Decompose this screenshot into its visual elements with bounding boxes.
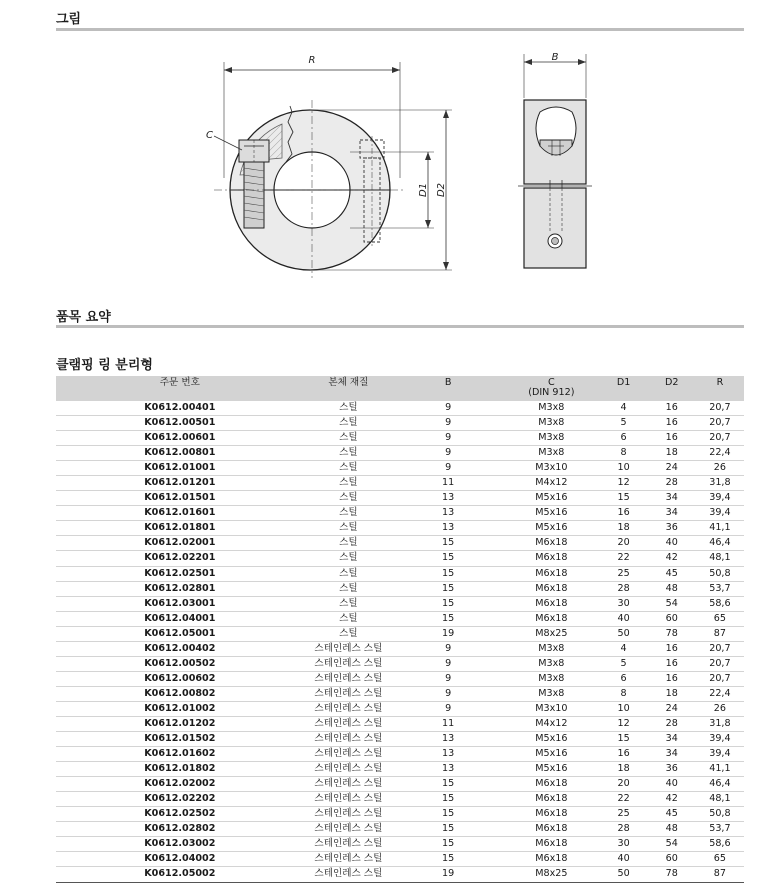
cell-material: 스틸 [304, 611, 393, 626]
cell-R: 26 [696, 701, 744, 716]
cell-D1: 30 [600, 837, 648, 852]
table-row [56, 551, 744, 566]
cell-D1: 12 [600, 716, 648, 731]
cell-B: 9 [393, 641, 503, 656]
cell-D2: 16 [648, 401, 696, 416]
cell-R: 39,4 [696, 506, 744, 521]
cell-R: 20,7 [696, 656, 744, 671]
cell-R: 65 [696, 611, 744, 626]
cell-C: M3x10 [503, 701, 599, 716]
cell-D1: 5 [600, 416, 648, 431]
cell-D2: 34 [648, 747, 696, 762]
table-row [56, 566, 744, 581]
cell-material: 스테인레스 스틸 [304, 747, 393, 762]
cell-C: M6x18 [503, 822, 599, 837]
cell-R: 48,1 [696, 792, 744, 807]
cell-D1: 25 [600, 566, 648, 581]
cell-material: 스테인레스 스틸 [304, 656, 393, 671]
cell-C: M5x16 [503, 491, 599, 506]
cell-material: 스틸 [304, 491, 393, 506]
cell-material: 스테인레스 스틸 [304, 852, 393, 867]
table-row [56, 446, 744, 461]
cell-D1: 10 [600, 461, 648, 476]
cell-C: M3x8 [503, 446, 599, 461]
cell-R: 87 [696, 626, 744, 641]
cell-C: M6x18 [503, 596, 599, 611]
summary-section-rule [56, 325, 744, 328]
col-header-R: R [696, 376, 744, 401]
cell-order-number: K0612.01202 [56, 716, 304, 731]
cell-R: 53,7 [696, 822, 744, 837]
technical-drawing [200, 50, 620, 280]
cell-order-number: K0612.01201 [56, 476, 304, 491]
cell-R: 65 [696, 852, 744, 867]
cell-D2: 16 [648, 671, 696, 686]
cell-D2: 54 [648, 837, 696, 852]
table-row [56, 521, 744, 536]
cell-D1: 4 [600, 401, 648, 416]
cell-D2: 34 [648, 732, 696, 747]
cell-material: 스테인레스 스틸 [304, 762, 393, 777]
cell-order-number: K0612.01801 [56, 521, 304, 536]
cell-order-number: K0612.02001 [56, 536, 304, 551]
cell-D1: 28 [600, 581, 648, 596]
cell-order-number: K0612.00501 [56, 416, 304, 431]
col-header-material: 본체 재질 [304, 376, 393, 401]
table-row [56, 686, 744, 701]
cell-material: 스테인레스 스틸 [304, 716, 393, 731]
cell-D1: 6 [600, 431, 648, 446]
cell-D1: 28 [600, 822, 648, 837]
cell-B: 9 [393, 401, 503, 416]
cell-D2: 18 [648, 686, 696, 701]
cell-material: 스테인레스 스틸 [304, 822, 393, 837]
cell-B: 15 [393, 777, 503, 792]
cell-R: 50,8 [696, 807, 744, 822]
cell-D1: 40 [600, 611, 648, 626]
cell-material: 스테인레스 스틸 [304, 867, 393, 882]
cell-C: M3x8 [503, 671, 599, 686]
cell-order-number: K0612.01802 [56, 762, 304, 777]
cell-B: 9 [393, 701, 503, 716]
cell-D2: 45 [648, 807, 696, 822]
table-section-title: 클램핑 링 분리형 [56, 358, 153, 373]
cell-C: M3x8 [503, 431, 599, 446]
cell-R: 22,4 [696, 686, 744, 701]
cell-B: 9 [393, 671, 503, 686]
cell-D1: 20 [600, 777, 648, 792]
cell-C: M3x8 [503, 416, 599, 431]
cell-material: 스테인레스 스틸 [304, 837, 393, 852]
front-view [206, 55, 452, 278]
table-row [56, 626, 744, 641]
cell-D2: 18 [648, 446, 696, 461]
dim-label-C: C [206, 130, 213, 141]
cell-B: 9 [393, 686, 503, 701]
cell-B: 11 [393, 716, 503, 731]
cell-material: 스틸 [304, 581, 393, 596]
cell-R: 39,4 [696, 747, 744, 762]
cell-material: 스테인레스 스틸 [304, 792, 393, 807]
cell-B: 15 [393, 822, 503, 837]
cell-D1: 18 [600, 521, 648, 536]
dim-label-R: R [308, 55, 316, 66]
summary-section-title: 품목 요약 [56, 310, 111, 325]
cell-C: M6x18 [503, 551, 599, 566]
cell-material: 스틸 [304, 431, 393, 446]
cell-order-number: K0612.01002 [56, 701, 304, 716]
cell-material: 스테인레스 스틸 [304, 686, 393, 701]
cell-B: 13 [393, 762, 503, 777]
cell-B: 15 [393, 566, 503, 581]
cell-D1: 30 [600, 596, 648, 611]
cell-B: 13 [393, 506, 503, 521]
table-row [56, 461, 744, 476]
table-row [56, 807, 744, 822]
table-header-row [56, 376, 744, 401]
cell-R: 41,1 [696, 762, 744, 777]
col-header-C-sub: (DIN 912) [528, 387, 575, 398]
cell-R: 20,7 [696, 671, 744, 686]
cell-material: 스틸 [304, 446, 393, 461]
cell-order-number: K0612.01601 [56, 506, 304, 521]
table-row [56, 641, 744, 656]
cell-D2: 78 [648, 626, 696, 641]
cell-B: 9 [393, 431, 503, 446]
cell-D1: 8 [600, 686, 648, 701]
cell-B: 19 [393, 867, 503, 882]
cell-C: M6x18 [503, 566, 599, 581]
col-header-C-label: C [547, 377, 555, 388]
cell-C: M6x18 [503, 852, 599, 867]
cell-material: 스틸 [304, 476, 393, 491]
dim-label-D2: D2 [436, 182, 447, 198]
cell-D1: 6 [600, 671, 648, 686]
cell-R: 41,1 [696, 521, 744, 536]
cell-D2: 48 [648, 822, 696, 837]
cell-order-number: K0612.02802 [56, 822, 304, 837]
cell-material: 스틸 [304, 551, 393, 566]
cell-material: 스테인레스 스틸 [304, 701, 393, 716]
cell-D1: 22 [600, 551, 648, 566]
cell-C: M5x16 [503, 762, 599, 777]
cell-D1: 15 [600, 491, 648, 506]
cell-order-number: K0612.02201 [56, 551, 304, 566]
cell-order-number: K0612.02002 [56, 777, 304, 792]
cell-D2: 40 [648, 777, 696, 792]
cell-material: 스틸 [304, 566, 393, 581]
cell-material: 스테인레스 스틸 [304, 807, 393, 822]
cell-D1: 8 [600, 446, 648, 461]
table-row [56, 747, 744, 762]
cell-order-number: K0612.00602 [56, 671, 304, 686]
table-row [56, 491, 744, 506]
cell-D2: 16 [648, 641, 696, 656]
cell-material: 스틸 [304, 401, 393, 416]
cell-B: 13 [393, 732, 503, 747]
cell-R: 58,6 [696, 596, 744, 611]
cell-order-number: K0612.03001 [56, 596, 304, 611]
cell-B: 15 [393, 611, 503, 626]
side-view [518, 52, 592, 268]
cell-C: M3x8 [503, 641, 599, 656]
table-row [56, 671, 744, 686]
cell-order-number: K0612.00601 [56, 431, 304, 446]
col-header-B: B [393, 376, 503, 401]
cell-C: M6x18 [503, 837, 599, 852]
cell-R: 39,4 [696, 732, 744, 747]
cell-D2: 34 [648, 506, 696, 521]
table-row [56, 506, 744, 521]
table-row [56, 837, 744, 852]
cell-D2: 24 [648, 701, 696, 716]
col-header-D2: D2 [648, 376, 696, 401]
cell-C: M5x16 [503, 747, 599, 762]
col-header-order: 주문 번호 [56, 376, 304, 401]
cell-C: M3x10 [503, 461, 599, 476]
table-row [56, 732, 744, 747]
cell-C: M5x16 [503, 732, 599, 747]
table-row [56, 656, 744, 671]
cell-order-number: K0612.03002 [56, 837, 304, 852]
figure-section-title: 그림 [56, 12, 82, 27]
table-body [56, 401, 744, 882]
cell-R: 46,4 [696, 777, 744, 792]
cell-order-number: K0612.02202 [56, 792, 304, 807]
cell-B: 9 [393, 461, 503, 476]
cell-R: 26 [696, 461, 744, 476]
table-row [56, 401, 744, 416]
cell-C: M5x16 [503, 506, 599, 521]
table-row [56, 581, 744, 596]
cell-order-number: K0612.01001 [56, 461, 304, 476]
cell-R: 31,8 [696, 716, 744, 731]
cell-C: M3x8 [503, 401, 599, 416]
cell-C: M6x18 [503, 792, 599, 807]
cell-material: 스테인레스 스틸 [304, 777, 393, 792]
cell-material: 스틸 [304, 521, 393, 536]
table-row [56, 852, 744, 867]
cell-D2: 45 [648, 566, 696, 581]
cell-C: M6x18 [503, 807, 599, 822]
cell-material: 스테인레스 스틸 [304, 671, 393, 686]
table-row [56, 596, 744, 611]
cell-R: 48,1 [696, 551, 744, 566]
cell-order-number: K0612.00801 [56, 446, 304, 461]
cell-B: 15 [393, 837, 503, 852]
cell-C: M6x18 [503, 581, 599, 596]
table-row [56, 777, 744, 792]
cell-order-number: K0612.00802 [56, 686, 304, 701]
cell-D1: 50 [600, 626, 648, 641]
cell-order-number: K0612.00502 [56, 656, 304, 671]
col-header-D1: D1 [600, 376, 648, 401]
cell-D2: 40 [648, 536, 696, 551]
cell-D2: 28 [648, 476, 696, 491]
cell-B: 13 [393, 491, 503, 506]
cell-D2: 60 [648, 852, 696, 867]
cell-C: M6x18 [503, 611, 599, 626]
cell-B: 11 [393, 476, 503, 491]
cell-B: 13 [393, 747, 503, 762]
cell-C: M6x18 [503, 777, 599, 792]
cell-R: 87 [696, 867, 744, 882]
cell-B: 15 [393, 536, 503, 551]
cell-material: 스틸 [304, 416, 393, 431]
cell-D1: 10 [600, 701, 648, 716]
cell-D1: 20 [600, 536, 648, 551]
cell-D1: 16 [600, 747, 648, 762]
cell-D2: 48 [648, 581, 696, 596]
cell-R: 58,6 [696, 837, 744, 852]
table-row [56, 867, 744, 882]
cell-order-number: K0612.01502 [56, 732, 304, 747]
cell-R: 20,7 [696, 431, 744, 446]
cell-order-number: K0612.04001 [56, 611, 304, 626]
table-row [56, 431, 744, 446]
cell-C: M6x18 [503, 536, 599, 551]
cell-C: M3x8 [503, 686, 599, 701]
cell-order-number: K0612.01501 [56, 491, 304, 506]
cell-D2: 42 [648, 792, 696, 807]
cell-R: 22,4 [696, 446, 744, 461]
table-row [56, 536, 744, 551]
cell-order-number: K0612.02501 [56, 566, 304, 581]
cell-R: 39,4 [696, 491, 744, 506]
cell-D1: 22 [600, 792, 648, 807]
cell-B: 9 [393, 416, 503, 431]
cell-B: 15 [393, 596, 503, 611]
cell-D2: 54 [648, 596, 696, 611]
cell-C: M8x25 [503, 626, 599, 641]
table-row [56, 792, 744, 807]
table-row [56, 762, 744, 777]
cell-material: 스틸 [304, 461, 393, 476]
cell-material: 스틸 [304, 506, 393, 521]
cell-D1: 5 [600, 656, 648, 671]
dim-label-D1: D1 [418, 182, 429, 198]
table-row [56, 701, 744, 716]
cell-order-number: K0612.04002 [56, 852, 304, 867]
cell-B: 19 [393, 626, 503, 641]
cell-order-number: K0612.00402 [56, 641, 304, 656]
cell-B: 15 [393, 551, 503, 566]
cell-D2: 78 [648, 867, 696, 882]
cell-C: M3x8 [503, 656, 599, 671]
table-row [56, 476, 744, 491]
cell-D1: 40 [600, 852, 648, 867]
cell-R: 20,7 [696, 401, 744, 416]
cell-D2: 24 [648, 461, 696, 476]
table-row [56, 611, 744, 626]
cell-B: 9 [393, 656, 503, 671]
cell-D1: 16 [600, 506, 648, 521]
cell-D1: 50 [600, 867, 648, 882]
cell-C: M4x12 [503, 476, 599, 491]
cell-D1: 15 [600, 732, 648, 747]
cell-B: 15 [393, 792, 503, 807]
table-row [56, 716, 744, 731]
cell-C: M8x25 [503, 867, 599, 882]
cell-D1: 12 [600, 476, 648, 491]
cell-C: M4x12 [503, 716, 599, 731]
cell-order-number: K0612.02502 [56, 807, 304, 822]
cell-D2: 16 [648, 656, 696, 671]
cell-material: 스틸 [304, 626, 393, 641]
col-header-C [503, 376, 599, 401]
cell-D2: 60 [648, 611, 696, 626]
cell-material: 스테인레스 스틸 [304, 641, 393, 656]
cell-order-number: K0612.05001 [56, 626, 304, 641]
cell-material: 스틸 [304, 596, 393, 611]
cell-D1: 18 [600, 762, 648, 777]
cell-R: 46,4 [696, 536, 744, 551]
cell-D2: 36 [648, 521, 696, 536]
dim-label-B: B [551, 52, 559, 63]
cell-material: 스틸 [304, 536, 393, 551]
cell-R: 53,7 [696, 581, 744, 596]
cell-R: 31,8 [696, 476, 744, 491]
cell-B: 15 [393, 581, 503, 596]
cell-D1: 4 [600, 641, 648, 656]
cell-B: 15 [393, 807, 503, 822]
table-row [56, 822, 744, 837]
cell-order-number: K0612.00401 [56, 401, 304, 416]
cell-order-number: K0612.02801 [56, 581, 304, 596]
cell-order-number: K0612.01602 [56, 747, 304, 762]
table-row [56, 416, 744, 431]
cell-D2: 36 [648, 762, 696, 777]
cell-R: 20,7 [696, 416, 744, 431]
cell-D2: 16 [648, 431, 696, 446]
cell-C: M5x16 [503, 521, 599, 536]
cell-R: 50,8 [696, 566, 744, 581]
figure-section-rule [56, 28, 744, 31]
cell-order-number: K0612.05002 [56, 867, 304, 882]
cell-B: 9 [393, 446, 503, 461]
cell-D2: 16 [648, 416, 696, 431]
clamping-ring-table [56, 376, 744, 883]
cell-D2: 42 [648, 551, 696, 566]
cell-D1: 25 [600, 807, 648, 822]
cell-material: 스테인레스 스틸 [304, 732, 393, 747]
cell-R: 20,7 [696, 641, 744, 656]
cell-D2: 28 [648, 716, 696, 731]
cell-B: 15 [393, 852, 503, 867]
cell-B: 13 [393, 521, 503, 536]
cell-D2: 34 [648, 491, 696, 506]
